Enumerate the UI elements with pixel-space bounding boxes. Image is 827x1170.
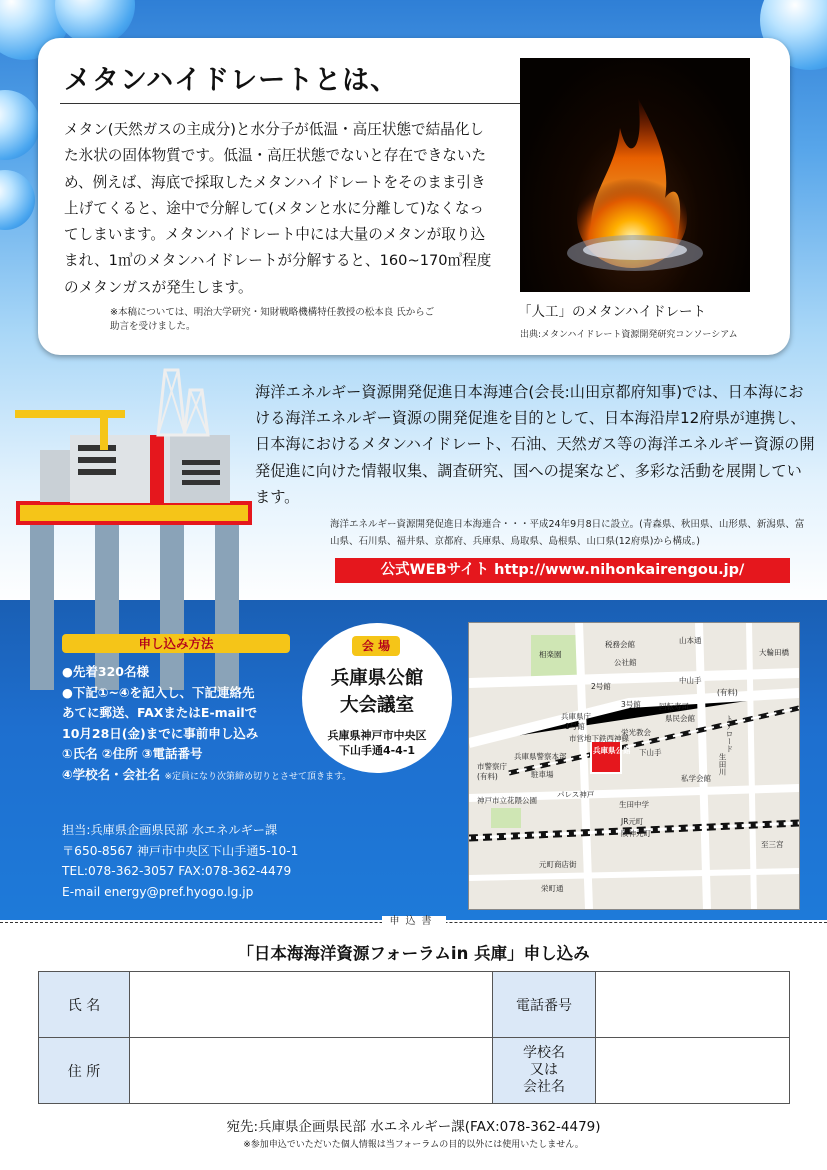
map-label: パレス神戸 <box>557 790 595 799</box>
map-label: 大輪田橋 <box>759 648 789 657</box>
map-label: 阪神元町 <box>621 829 651 838</box>
map-label: 市営地下鉄西神線 <box>569 734 629 743</box>
privacy-footnote: ※参加申込でいただいた個人情報は当フォーラムの目的以外には使用いたしません。 <box>243 1140 584 1150</box>
map-label: 公社館 <box>614 658 637 667</box>
map-label: 3号館 <box>621 700 641 709</box>
organization-description: 海洋エネルギー資源開発促進日本海連合(会長:山田京都府知事)では、日本海における海洋エネルギー資源の開発促進を目的として、日本海沿岸12府県が連携し、日本海におけるメタンハイドレート、石油、天然ガス等の海洋エネルギー資源の開発促進に向けた情報収集、調査研究、国への提案など、多彩な活動を展開しています。 <box>255 383 815 506</box>
card-footnote: ※本稿については、明治大学研究・知財戦略機構特任教授の松本良 氏からご助言を受けました。 <box>110 307 435 332</box>
map-label: 山本通 <box>679 636 702 645</box>
contact-department: 担当:兵庫県企画県民部 水エネルギー課 <box>62 823 278 837</box>
address-label: 住 所 <box>39 1038 130 1104</box>
map-label: 県民会館 <box>665 714 695 723</box>
name-field[interactable] <box>130 972 493 1038</box>
map-label: 元町商店街 <box>539 860 577 869</box>
venue-tag: 会 場 <box>352 636 400 656</box>
or-label: 又は <box>530 1062 558 1078</box>
map-label: 至三宮 <box>761 840 784 849</box>
map-label: JR元町 <box>621 817 644 826</box>
form-label-text: 申込書 <box>382 916 446 927</box>
card-body-text: メタン(天然ガスの主成分)と水分子が低温・高圧状態で結晶化した氷状の固体物質です。低温・高圧状態でないと存在できないため、例えば、海底で採取したメタンハイドレートをそのまま引き上げてくると、途中で分解して(メタンと水に分離して)なくなってしまいます。メタンハイドレート中には大量のメタンが取り込まれ、1㎥のメタンハイドレートが分解すると、160~170㎥程度のメタンガスが発生します。 <box>64 121 492 296</box>
map-label: トアロード <box>725 715 734 753</box>
map-label: 兵庫県庁 <box>561 712 591 721</box>
apply-line: 10月28日(金)までに事前申し込み <box>62 725 259 741</box>
map-label: 中山手 <box>679 676 702 685</box>
contact-email[interactable]: E-mail energy@pref.hyogo.lg.jp <box>62 884 254 899</box>
apply-deadline-note: ※定員になり次第締め切りとさせて頂きます。 <box>164 771 352 782</box>
apply-line-item: ④学校名・会社名 <box>62 766 161 782</box>
map-label: 市警察庁 <box>477 762 507 771</box>
map-label: 栄町通 <box>541 884 564 893</box>
official-website-link[interactable]: 公式WEBサイト http://www.nihonkairengou.jp/ <box>335 558 790 583</box>
map-label: (有料) <box>477 772 498 781</box>
school-company-field[interactable] <box>596 1038 790 1104</box>
map-venue-label: 兵庫県公館 <box>593 746 631 755</box>
contact-info <box>62 820 402 902</box>
map-label: 栄光教会 <box>621 728 651 737</box>
apply-line: ●先着320名様 <box>62 664 149 679</box>
photo-caption: 「人工」のメタンハイドレート <box>518 304 707 320</box>
venue-name: 兵庫県公館 <box>330 668 424 689</box>
company-label: 会社名 <box>523 1079 565 1095</box>
contact-phone-fax: TEL:078-362-3057 FAX:078-362-4479 <box>62 864 292 878</box>
venue-address-line2: 下山手通4-4-1 <box>338 744 416 757</box>
address-field[interactable] <box>130 1038 493 1104</box>
application-method-heading: 申し込み方法 <box>62 634 290 653</box>
methane-hydrate-flame-photo <box>520 58 750 292</box>
map-label: (有料) <box>717 688 738 697</box>
venue-map <box>468 622 800 910</box>
venue-address-line1: 兵庫県神戸市中央区 <box>327 729 427 742</box>
map-label: 1号館 <box>565 722 585 731</box>
card-title: メタンハイドレートとは、 <box>64 65 399 96</box>
map-label: 税務会館 <box>605 640 635 649</box>
apply-line: ●下記①~④を記入し、下記連絡先 <box>62 684 255 700</box>
map-label: 2号館 <box>591 682 611 691</box>
map-label: 生田中学 <box>619 800 649 809</box>
map-label: 駐車場 <box>531 770 554 779</box>
application-form <box>38 971 790 1104</box>
title-divider <box>60 103 520 104</box>
phone-field[interactable] <box>596 972 790 1038</box>
school-company-label <box>493 1038 596 1104</box>
photo-source: 出典:メタンハイドレート資源開発研究コンソーシアム <box>520 330 738 340</box>
map-label: 神戸市立花隈公園 <box>477 796 537 805</box>
form-destination: 宛先:兵庫県企画県民部 水エネルギー課(FAX:078-362-4479) <box>226 1119 601 1135</box>
map-label: 生田川 <box>718 753 727 776</box>
contact-address: 〒650-8567 神戸市中央区下山手通5-10-1 <box>62 843 299 858</box>
map-label: 兵庫県警察本部 <box>514 752 567 761</box>
venue-room: 大会議室 <box>339 695 414 716</box>
name-label: 氏 名 <box>39 972 130 1038</box>
apply-line: ①氏名 ②住所 ③電話番号 <box>62 746 203 761</box>
map-label: 回転寿司 <box>659 702 689 711</box>
phone-label: 電話番号 <box>493 972 596 1038</box>
form-label <box>0 912 827 927</box>
organization-note: 海洋エネルギー資源開発促進日本海連合・・・平成24年9月8日に設立。(青森県、秋田県、山形県、新潟県、富山県、石川県、福井県、京都府、兵庫県、鳥取県、島根県、山口県(12府県)から構成。) <box>330 519 805 547</box>
apply-line: あてに郵送、FAXまたはE-mailで <box>62 705 258 720</box>
map-label: 私学会館 <box>681 774 711 783</box>
form-title: 「日本海海洋資源フォーラムin 兵庫」申し込み <box>237 944 590 963</box>
map-label: 下山手 <box>639 748 662 757</box>
map-label: 相楽園 <box>539 650 562 659</box>
school-label: 学校名 <box>523 1045 565 1061</box>
